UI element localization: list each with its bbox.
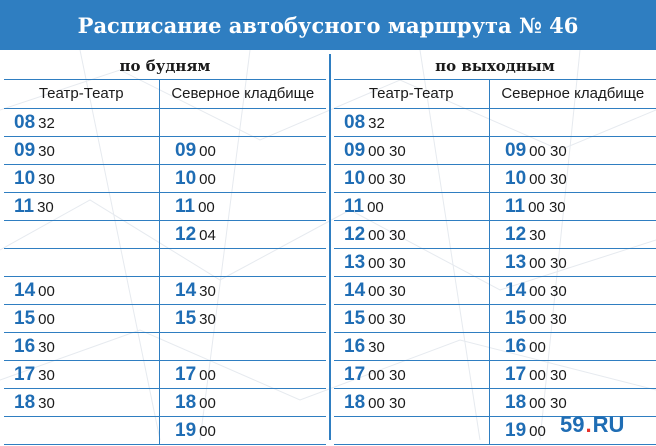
departure-minutes: 00: [199, 395, 216, 412]
weekdays-section: [4, 54, 326, 445]
departure-hour: 17: [175, 364, 197, 385]
cell-teatr-teatr: [334, 221, 489, 249]
cell-severnoe-kladbishche: [159, 165, 326, 193]
cell-severnoe-kladbishche: [159, 389, 326, 417]
departure-hour: 15: [14, 308, 36, 329]
departure-hour: 16: [344, 336, 366, 357]
departure-hour: 09: [14, 140, 36, 161]
weekdays-title: по будням: [4, 54, 326, 80]
departure-minutes: 00 30: [368, 143, 406, 160]
departure-hour: 17: [14, 364, 36, 385]
departure-hour: 19: [505, 420, 527, 441]
cell-severnoe-kladbishche: [489, 193, 656, 221]
departure-hour: 11: [505, 196, 526, 217]
departure-hour: 08: [344, 112, 366, 133]
cell-severnoe-kladbishche: [489, 361, 656, 389]
departure-hour: 19: [175, 420, 197, 441]
table-row: [334, 333, 656, 361]
logo-number: 59: [560, 412, 585, 437]
departure-hour: 17: [505, 364, 527, 385]
cell-severnoe-kladbishche: [489, 109, 656, 137]
departure-minutes: 30: [368, 339, 385, 356]
departure-minutes: 00 30: [368, 367, 406, 384]
site-logo: [560, 412, 624, 438]
departure-hour: 16: [14, 336, 36, 357]
departure-hour: 09: [344, 140, 366, 161]
cell-severnoe-kladbishche: [489, 249, 656, 277]
table-row: [334, 137, 656, 165]
cell-teatr-teatr: [334, 277, 489, 305]
departure-hour: 10: [175, 168, 197, 189]
cell-teatr-teatr: [4, 389, 159, 417]
column-severnoe-kladbishche: Северное кладбище: [159, 80, 326, 108]
cell-teatr-teatr: [4, 417, 159, 445]
cell-teatr-teatr: [334, 333, 489, 361]
cell-severnoe-kladbishche: [159, 193, 326, 221]
departure-minutes: 00 30: [528, 199, 566, 216]
cell-severnoe-kladbishche: [489, 305, 656, 333]
departure-minutes: 32: [38, 115, 55, 132]
departure-minutes: 30: [38, 143, 55, 160]
logo-domain: RU: [592, 412, 625, 437]
departure-minutes: 00 30: [368, 171, 406, 188]
weekends-rows: [334, 109, 656, 445]
departure-hour: 12: [505, 224, 527, 245]
schedule-title-bar: [0, 0, 656, 50]
departure-minutes: 00 30: [529, 395, 567, 412]
departure-hour: 10: [505, 168, 527, 189]
departure-hour: 13: [505, 252, 527, 273]
table-row: [4, 389, 326, 417]
departure-minutes: 00: [198, 199, 215, 216]
column-severnoe-kladbishche: Северное кладбище: [489, 80, 656, 108]
departure-minutes: 00: [529, 339, 546, 356]
departure-hour: 14: [344, 280, 366, 301]
departure-hour: 11: [175, 196, 196, 217]
departure-hour: 08: [14, 112, 36, 133]
cell-severnoe-kladbishche: [159, 417, 326, 445]
cell-severnoe-kladbishche: [159, 249, 326, 277]
table-row: [334, 249, 656, 277]
table-row: [4, 277, 326, 305]
cell-severnoe-kladbishche: [489, 333, 656, 361]
departure-minutes: 30: [38, 171, 55, 188]
departure-hour: 18: [175, 392, 197, 413]
cell-teatr-teatr: [4, 109, 159, 137]
cell-teatr-teatr: [4, 165, 159, 193]
cell-teatr-teatr: [4, 305, 159, 333]
cell-teatr-teatr: [334, 109, 489, 137]
departure-hour: 14: [175, 280, 197, 301]
schedule-table: [0, 54, 656, 440]
table-row: [334, 165, 656, 193]
cell-severnoe-kladbishche: [159, 109, 326, 137]
departure-minutes: 04: [199, 227, 216, 244]
departure-hour: 15: [505, 308, 527, 329]
departure-minutes: 00: [367, 199, 384, 216]
weekends-column-headers: [334, 80, 656, 109]
departure-minutes: 30: [199, 311, 216, 328]
departure-minutes: 30: [38, 395, 55, 412]
departure-hour: 09: [175, 140, 197, 161]
departure-minutes: 00: [38, 283, 55, 300]
departure-minutes: 00: [199, 423, 216, 440]
cell-teatr-teatr: [334, 137, 489, 165]
table-row: [4, 109, 326, 137]
departure-minutes: 00: [38, 311, 55, 328]
table-row: [334, 109, 656, 137]
cell-severnoe-kladbishche: [159, 305, 326, 333]
section-divider: [329, 54, 331, 440]
table-row: [334, 361, 656, 389]
departure-hour: 11: [14, 196, 35, 217]
table-row: [334, 193, 656, 221]
departure-minutes: 32: [368, 115, 385, 132]
departure-hour: 12: [344, 224, 366, 245]
departure-minutes: 30: [38, 339, 55, 356]
cell-teatr-teatr: [334, 305, 489, 333]
departure-minutes: 00 30: [368, 283, 406, 300]
table-row: [4, 417, 326, 445]
departure-hour: 15: [344, 308, 366, 329]
departure-minutes: 00 30: [368, 255, 406, 272]
cell-teatr-teatr: [334, 165, 489, 193]
departure-minutes: 00 30: [529, 311, 567, 328]
cell-teatr-teatr: [334, 417, 489, 445]
table-row: [4, 165, 326, 193]
departure-hour: 11: [344, 196, 365, 217]
cell-severnoe-kladbishche: [159, 221, 326, 249]
departure-hour: 09: [505, 140, 527, 161]
departure-minutes: 30: [199, 283, 216, 300]
table-row: [4, 361, 326, 389]
table-row: [334, 221, 656, 249]
weekends-title: по выходным: [334, 54, 656, 80]
departure-hour: 12: [175, 224, 197, 245]
departure-minutes: 00 30: [529, 143, 567, 160]
weekends-section: [334, 54, 656, 445]
departure-hour: 10: [344, 168, 366, 189]
weekdays-column-headers: [4, 80, 326, 109]
departure-minutes: 00 30: [529, 171, 567, 188]
cell-teatr-teatr: [4, 361, 159, 389]
cell-teatr-teatr: [4, 333, 159, 361]
cell-severnoe-kladbishche: [159, 277, 326, 305]
departure-hour: 15: [175, 308, 197, 329]
departure-minutes: 00 30: [368, 395, 406, 412]
cell-teatr-teatr: [4, 193, 159, 221]
cell-severnoe-kladbishche: [489, 137, 656, 165]
cell-severnoe-kladbishche: [159, 361, 326, 389]
table-row: [4, 305, 326, 333]
departure-hour: 18: [344, 392, 366, 413]
column-teatr-teatr: Театр-Театр: [38, 85, 124, 102]
logo-dot: .: [585, 412, 592, 437]
departure-hour: 17: [344, 364, 366, 385]
table-row: [4, 137, 326, 165]
weekdays-rows: [4, 109, 326, 445]
departure-minutes: 30: [37, 199, 54, 216]
cell-teatr-teatr: [334, 389, 489, 417]
cell-severnoe-kladbishche: [489, 277, 656, 305]
column-teatr-teatr: Театр-Театр: [368, 85, 454, 102]
cell-teatr-teatr: [334, 361, 489, 389]
cell-severnoe-kladbishche: [159, 137, 326, 165]
cell-teatr-teatr: [4, 249, 159, 277]
cell-teatr-teatr: [4, 277, 159, 305]
departure-minutes: 00: [199, 171, 216, 188]
departure-minutes: 00 30: [529, 255, 567, 272]
cell-teatr-teatr: [4, 221, 159, 249]
departure-hour: 14: [505, 280, 527, 301]
cell-severnoe-kladbishche: [489, 165, 656, 193]
cell-teatr-teatr: [334, 193, 489, 221]
departure-minutes: 00: [529, 423, 546, 440]
cell-teatr-teatr: [4, 137, 159, 165]
departure-minutes: 00: [199, 367, 216, 384]
table-row: [334, 305, 656, 333]
cell-severnoe-kladbishche: [489, 221, 656, 249]
table-row: [4, 249, 326, 277]
departure-hour: 13: [344, 252, 366, 273]
departure-hour: 16: [505, 336, 527, 357]
departure-hour: 14: [14, 280, 36, 301]
departure-minutes: 00: [199, 143, 216, 160]
departure-minutes: 30: [529, 227, 546, 244]
departure-hour: 18: [505, 392, 527, 413]
page-title: Расписание автобусного маршрута № 46: [77, 12, 579, 38]
departure-hour: 10: [14, 168, 36, 189]
departure-minutes: 00 30: [529, 367, 567, 384]
table-row: [4, 333, 326, 361]
departure-minutes: 00 30: [368, 227, 406, 244]
departure-minutes: 00 30: [529, 283, 567, 300]
table-row: [4, 221, 326, 249]
departure-hour: 18: [14, 392, 36, 413]
departure-minutes: 00 30: [368, 311, 406, 328]
departure-minutes: 30: [38, 367, 55, 384]
cell-teatr-teatr: [334, 249, 489, 277]
table-row: [334, 277, 656, 305]
table-row: [4, 193, 326, 221]
cell-severnoe-kladbishche: [159, 333, 326, 361]
